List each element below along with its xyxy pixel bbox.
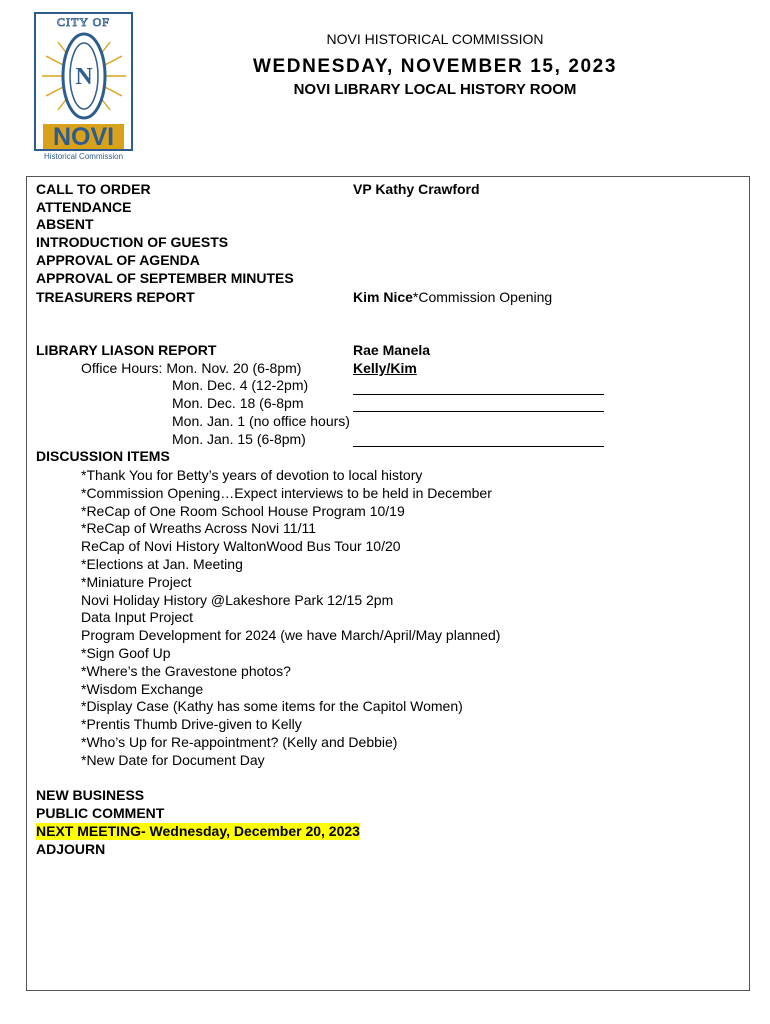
logo-caption: Historical Commission xyxy=(43,152,124,161)
discussion-item: *Elections at Jan. Meeting xyxy=(81,556,243,572)
discussion-item: Novi Holiday History @Lakeshore Park 12/15 2pm xyxy=(81,592,394,608)
discussion-item: *Commission Opening…Expect interviews to be held in December xyxy=(81,485,492,501)
adjourn: ADJOURN xyxy=(36,841,106,857)
assignee-blank-line xyxy=(353,394,604,395)
attendance: ATTENDANCE xyxy=(36,199,132,215)
library-person: Rae Manela xyxy=(353,342,431,358)
discussion-item: *New Date for Document Day xyxy=(81,752,265,768)
discussion-item: *Display Case (Kathy has some items for the Capitol Women) xyxy=(81,698,463,714)
introduction-of-guests: INTRODUCTION OF GUESTS xyxy=(36,234,229,250)
discussion-item: Data Input Project xyxy=(81,609,194,625)
discussion-item: *Who’s Up for Re-appointment? (Kelly and Debbie) xyxy=(81,734,398,750)
discussion-items-heading: DISCUSSION ITEMS xyxy=(36,448,170,464)
library-liason-report: LIBRARY LIASON REPORT xyxy=(36,342,217,358)
office-hours-row: Mon. Dec. 4 (12-2pm) xyxy=(172,377,309,393)
call-to-order: CALL TO ORDER xyxy=(36,181,151,197)
organization-name: NOVI HISTORICAL COMMISSION xyxy=(326,31,544,47)
new-business: NEW BUSINESS xyxy=(36,787,145,803)
discussion-item: *Sign Goof Up xyxy=(81,645,171,661)
novi-historical-commission-logo xyxy=(34,12,134,162)
discussion-item: ReCap of Novi History WaltonWood Bus Tour 10/20 xyxy=(81,538,401,554)
next-meeting: NEXT MEETING- Wednesday, December 20, 2023 xyxy=(36,823,360,839)
approval-of-agenda: APPROVAL OF AGENDA xyxy=(36,252,200,268)
office-hours-row: Office Hours: Mon. Nov. 20 (6-8pm) xyxy=(81,360,302,376)
approval-of-minutes: APPROVAL OF SEPTEMBER MINUTES xyxy=(36,270,294,286)
discussion-item: *Prentis Thumb Drive-given to Kelly xyxy=(81,716,302,732)
discussion-item: *Thank You for Betty’s years of devotion to local history xyxy=(81,467,423,483)
discussion-item: *ReCap of Wreaths Across Novi 11/11 xyxy=(81,520,316,536)
treasurer-note: *Commission Opening xyxy=(412,289,553,305)
office-hours-assignee: Kelly/Kim xyxy=(353,360,417,376)
assignee-blank-line xyxy=(353,446,604,447)
treasurers-report: TREASURERS REPORT xyxy=(36,289,195,305)
office-hours-row: Mon. Dec. 18 (6-8pm xyxy=(172,395,304,411)
public-comment: PUBLIC COMMENT xyxy=(36,805,165,821)
discussion-item: *Wisdom Exchange xyxy=(81,681,204,697)
meeting-date: WEDNESDAY, NOVEMBER 15, 2023 xyxy=(252,56,618,77)
absent: ABSENT xyxy=(36,216,94,232)
discussion-item: Program Development for 2024 (we have March/April/May planned) xyxy=(81,627,501,643)
logo-name: NOVI xyxy=(52,123,115,151)
treasurer-name: Kim Nice xyxy=(353,289,413,305)
discussion-item: *Where’s the Gravestone photos? xyxy=(81,663,291,679)
office-hours-row: Mon. Jan. 15 (6-8pm) xyxy=(172,431,306,447)
discussion-item: *ReCap of One Room School House Program 10/19 xyxy=(81,503,405,519)
svg-text:N: N xyxy=(75,64,93,90)
discussion-item: *Miniature Project xyxy=(81,574,192,590)
logo-top-text: CITY OF xyxy=(57,15,110,29)
assignee-blank-line xyxy=(353,411,604,412)
meeting-location: NOVI LIBRARY LOCAL HISTORY ROOM xyxy=(293,81,577,98)
call-to-order-person: VP Kathy Crawford xyxy=(353,181,480,197)
treasurer-line xyxy=(353,289,552,306)
office-hours-row: Mon. Jan. 1 (no office hours) xyxy=(172,413,350,429)
